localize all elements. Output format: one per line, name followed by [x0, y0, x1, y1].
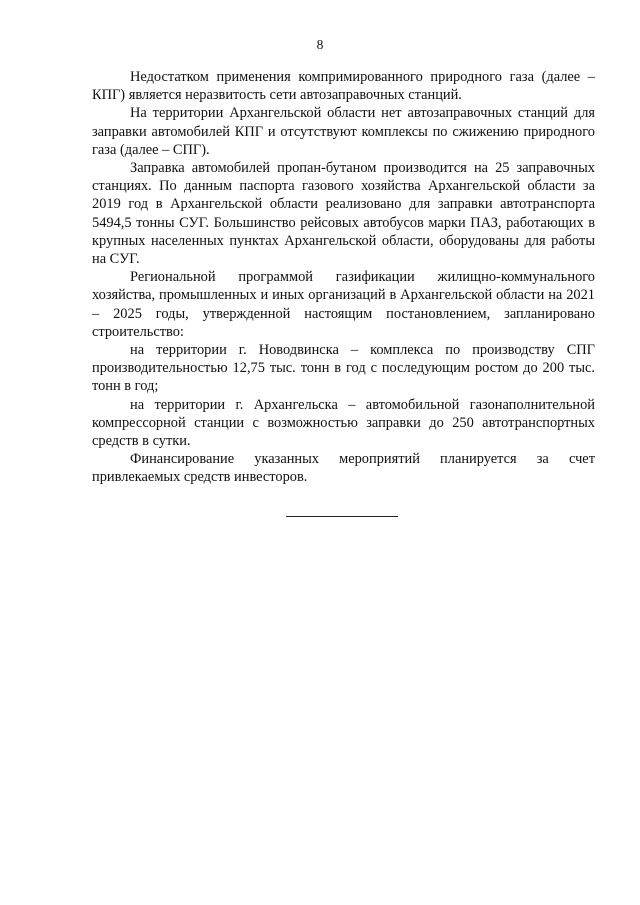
paragraph-regional-program: Региональной программой газификации жилищно-коммунального хозяйства, промышленных и иных организаций в Архангельской области на 2021 – 2025 годы, утвержденной настоящим постановлением, запланировано строительство:: [92, 269, 595, 340]
end-divider-line: [286, 516, 398, 517]
paragraph-arkhangelsk-station: на территории г. Архангельска – автомобильной газонаполнительной компрессорной станции с возможностью заправки до 250 автотранспортных средств в сутки.: [92, 396, 595, 450]
paragraph-cng-drawback: Недостатком применения компримированного природного газа (далее – КПГ) является неразвитость сети автозаправочных станций.: [92, 69, 595, 104]
paragraph-novodvinsk-lng: на территории г. Новодвинска – комплекса по производству СПГ производительностью 12,75 тыс. тонн в год с последующим ростом до 200 тыс. тонн в год;: [92, 342, 595, 395]
paragraph-financing: Финансирование указанных мероприятий планируется за счет привлекаемых средств инвесторов.: [92, 451, 595, 486]
paragraph-propane-butane: Заправка автомобилей пропан-бутаном производится на 25 заправочных станциях. По данным паспорта газового хозяйства Архангельской области за 2019 год в Архангельской области реализовано для заправки автотранспорта 5494,5 тонны СУГ. Большинство рейсовых автобусов марки ПАЗ, работающих в крупных населенных пунктах Архангельской области, оборудованы для работы на СУГ.: [92, 160, 595, 268]
page-number: 8: [316, 37, 324, 52]
document-body: [92, 68, 595, 487]
paragraph-no-cng-stations: На территории Архангельской области нет автозаправочных станций для заправки автомобилей КПГ и отсутствуют комплексы по сжижению природного газа (далее – СПГ).: [92, 105, 595, 158]
